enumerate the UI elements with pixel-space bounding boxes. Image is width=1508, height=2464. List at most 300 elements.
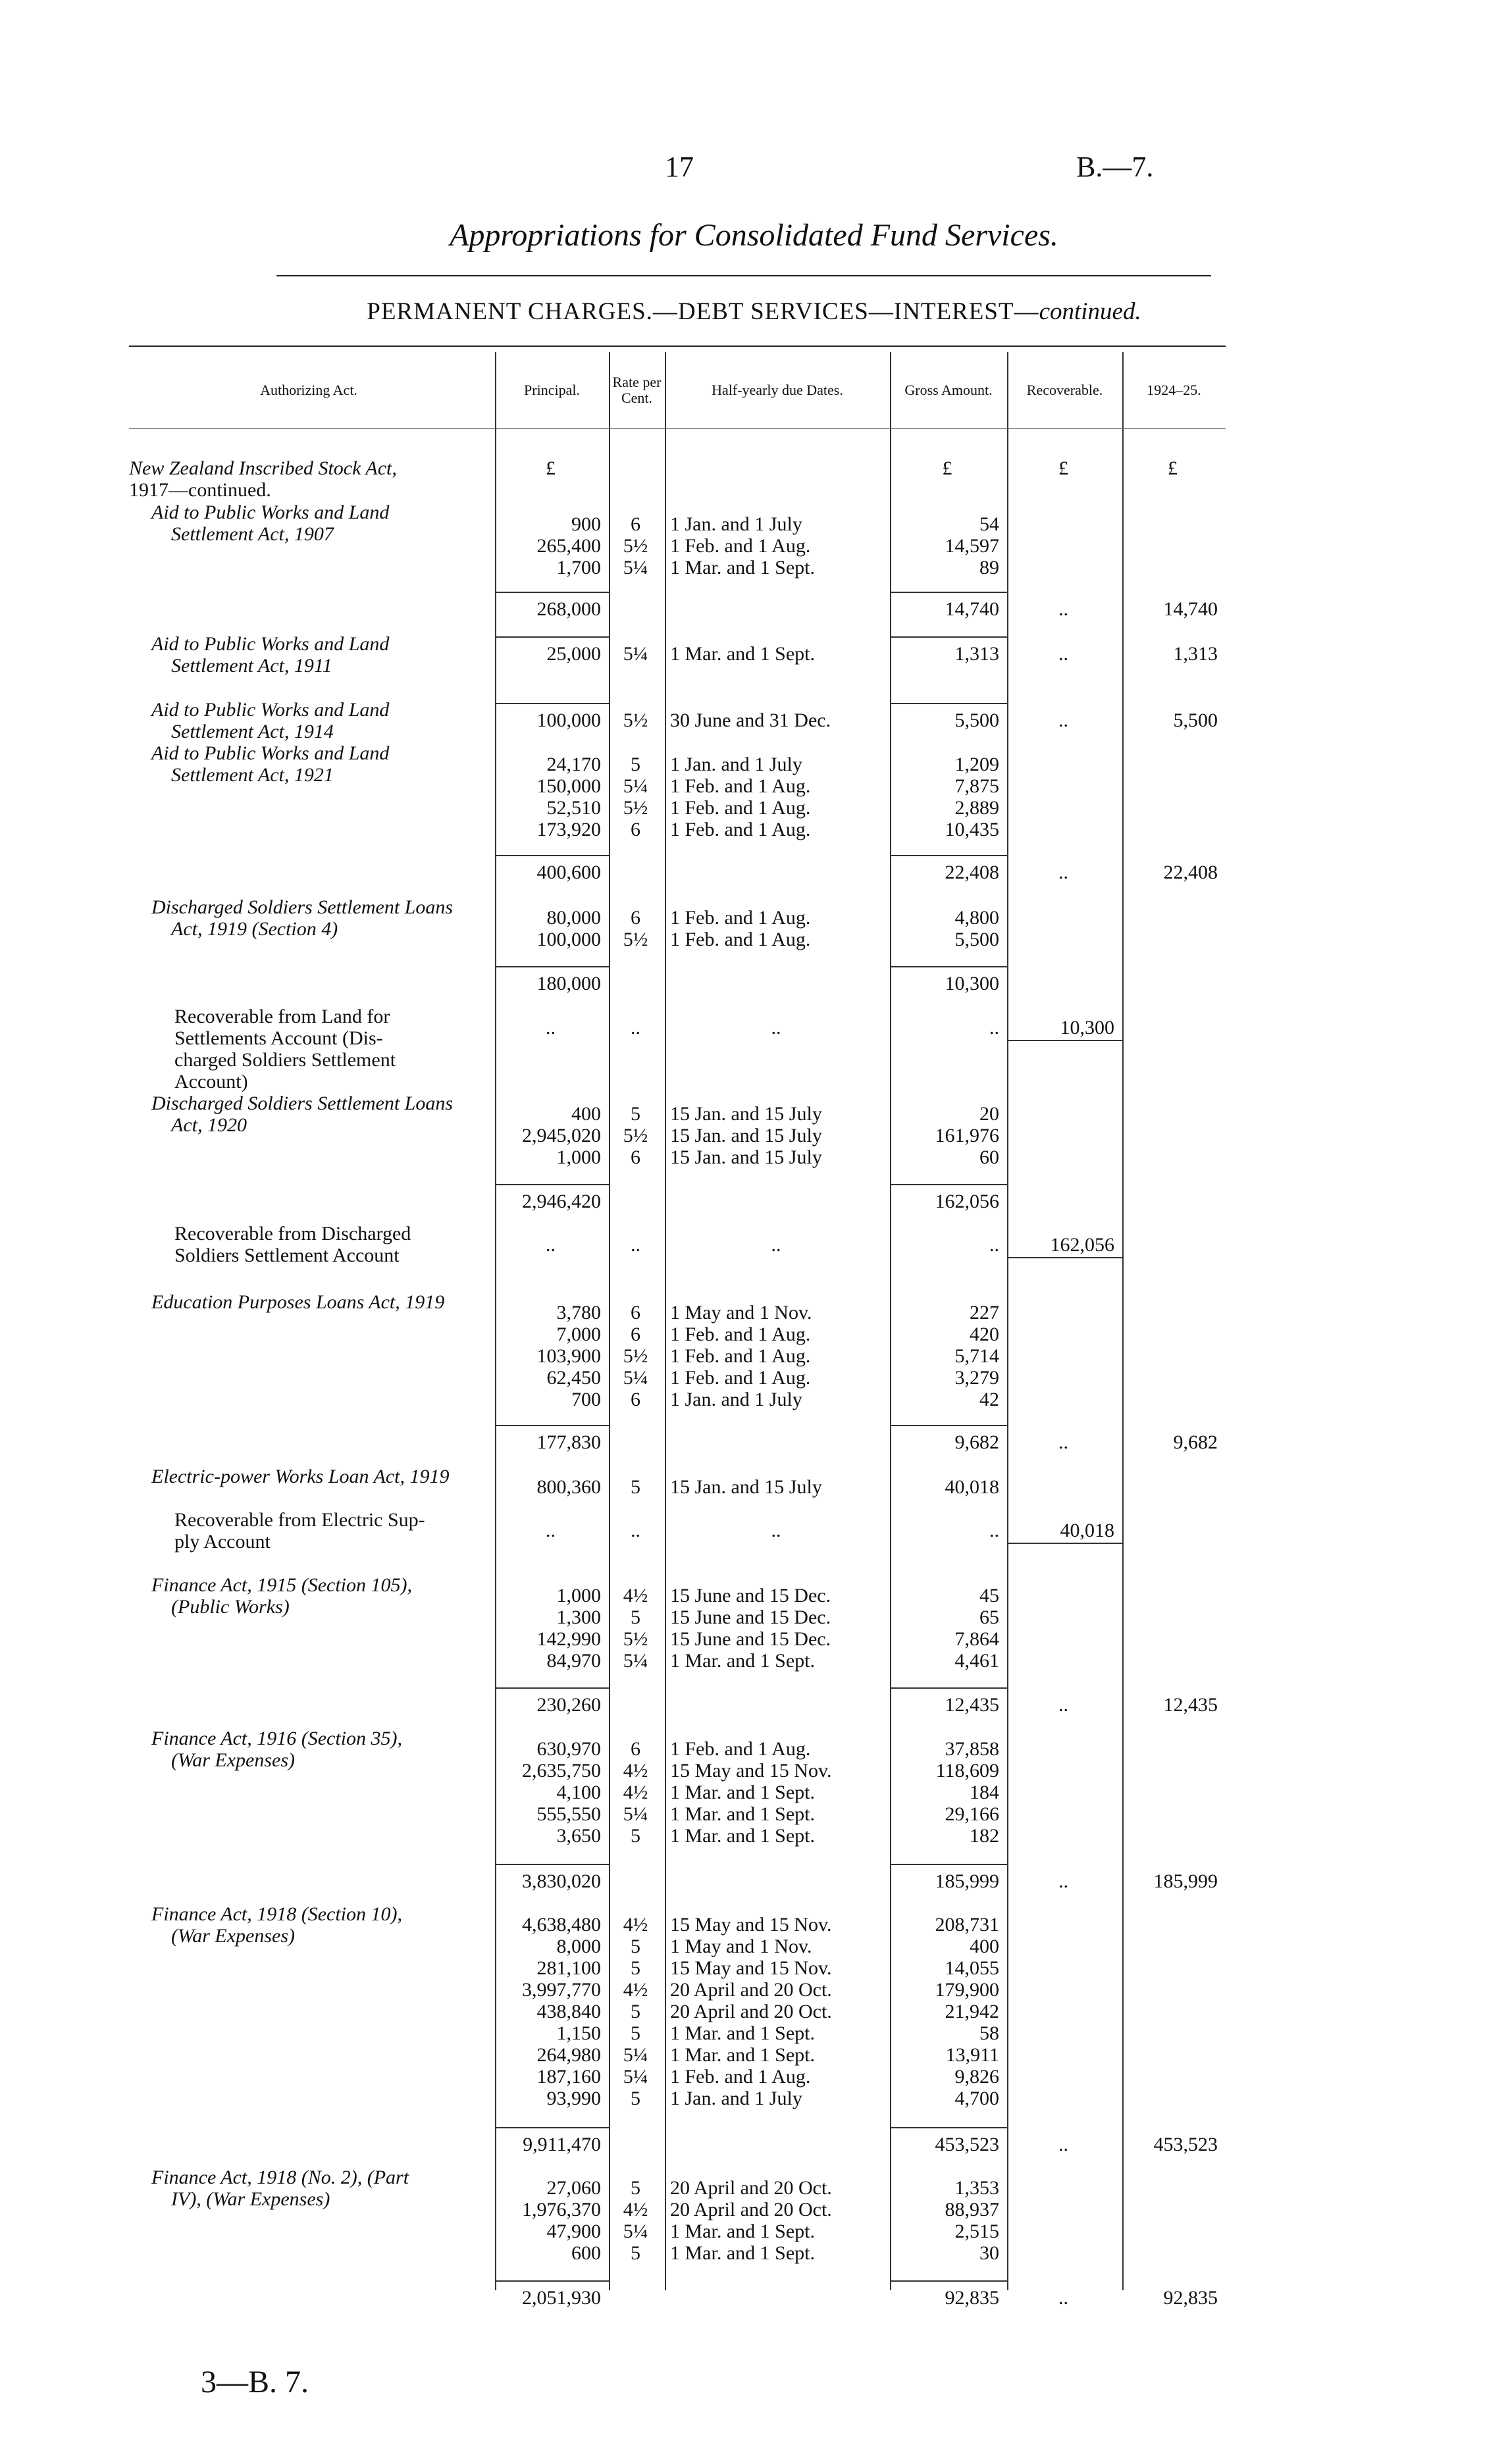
principal-value: 1,700	[556, 557, 601, 578]
due-dates: 1 May and 1 Nov.	[670, 1302, 812, 1323]
due-dates: 15 May and 15 Nov.	[670, 1914, 832, 1936]
gross-total: 453,523	[935, 2134, 999, 2155]
due-dates: 1 May and 1 Nov.	[670, 1936, 812, 1957]
authorizing-act	[151, 1574, 488, 1618]
gross-amount: 9,826	[954, 2066, 999, 2088]
principal-value: 3,997,770	[522, 1979, 601, 2001]
year-amount: 1,313	[1173, 643, 1218, 665]
authorizing-act-line: Settlement Act, 1921	[171, 764, 334, 786]
due-dates: 20 April and 20 Oct.	[670, 2177, 832, 2199]
rate-value: 5½	[623, 1345, 648, 1367]
principal-total: 3,830,020	[522, 1870, 601, 1892]
section-title-main: PERMANENT CHARGES.—DEBT SERVICES—INTEREST—	[367, 298, 1039, 325]
due-dates: 1 Feb. and 1 Aug.	[670, 1367, 811, 1389]
rate-value: 5½	[623, 797, 648, 819]
authorizing-act-line: Recoverable from Land for	[174, 1006, 390, 1027]
title-rule	[276, 275, 1211, 276]
subtotal-rule	[890, 2127, 1007, 2128]
subtotal-rule	[495, 966, 609, 967]
subtotal-rule	[495, 2280, 609, 2282]
gross-total: 14,740	[945, 598, 999, 620]
recoverable-amount: 162,056	[1050, 1234, 1114, 1256]
gross-amount: ..	[989, 1520, 999, 1541]
rate-value: 5	[631, 1957, 640, 1979]
rate-value: 6	[631, 513, 640, 535]
rate-value: 5¼	[623, 1650, 648, 1672]
subtotal-rule	[495, 592, 609, 593]
rate-value: 5¼	[623, 557, 648, 578]
table-top-rule	[129, 346, 1226, 347]
principal-value: 25,000	[546, 643, 601, 665]
gross-amount: 1,313	[954, 643, 999, 665]
section-title-suffix: continued.	[1039, 298, 1141, 325]
due-dates: 15 May and 15 Nov.	[670, 1957, 832, 1979]
recoverable-underline	[1007, 1257, 1122, 1258]
principal-value: 24,170	[546, 754, 601, 775]
recoverable-amount: ..	[1058, 709, 1068, 731]
rate-value: 5¼	[623, 1803, 648, 1825]
subtotal-rule	[495, 1864, 609, 1865]
subtotal-rule	[495, 1425, 609, 1426]
gross-amount: 179,900	[935, 1979, 999, 2001]
principal-value: 142,990	[536, 1628, 601, 1650]
principal-value: 80,000	[546, 907, 601, 929]
authorizing-act-line: Discharged Soldiers Settlement Loans	[151, 896, 454, 918]
due-dates: 1 Mar. and 1 Sept.	[670, 557, 815, 578]
gross-total: 92,835	[945, 2287, 999, 2309]
section-title	[0, 297, 1508, 326]
currency-symbol-year: £	[1168, 457, 1178, 479]
rate-value: 5	[631, 1936, 640, 1957]
due-dates: 1 Feb. and 1 Aug.	[670, 775, 811, 797]
due-dates: 1 Feb. and 1 Aug.	[670, 797, 811, 819]
principal-value: 1,000	[556, 1585, 601, 1606]
subtotal-rule	[890, 966, 1007, 967]
gross-amount: 2,515	[954, 2220, 999, 2242]
currency-symbol-recoverable: £	[1058, 457, 1068, 479]
authorizing-act	[174, 1223, 488, 1266]
gross-amount: 40,018	[945, 1476, 999, 1498]
rate-value: 4½	[623, 1760, 648, 1782]
principal-value: 100,000	[536, 929, 601, 950]
year-total: 185,999	[1153, 1870, 1218, 1892]
principal-value: 265,400	[536, 535, 601, 557]
column-rule	[665, 352, 666, 2290]
authorizing-act-line: Aid to Public Works and Land	[151, 742, 390, 764]
due-dates: 20 April and 20 Oct.	[670, 1979, 832, 2001]
due-dates: 1 Mar. and 1 Sept.	[670, 1803, 815, 1825]
principal-value: 100,000	[536, 709, 601, 731]
authorizing-act-line: Recoverable from Discharged	[174, 1223, 411, 1245]
currency-symbol-principal: £	[546, 457, 556, 479]
gross-amount: 5,500	[954, 709, 999, 731]
due-dates: 1 Mar. and 1 Sept.	[670, 2044, 815, 2066]
authorizing-act-line: (War Expenses)	[171, 1925, 296, 1947]
footer-reference: 3—B. 7.	[201, 2365, 309, 2400]
principal-value: 62,450	[546, 1367, 601, 1389]
subtotal-rule	[495, 703, 609, 704]
rate-value: 5¼	[623, 1367, 648, 1389]
gross-amount: ..	[989, 1017, 999, 1039]
rate-value: 5	[631, 1476, 640, 1498]
principal-value: 84,970	[546, 1650, 601, 1672]
rate-value: 4½	[623, 1979, 648, 2001]
rate-value: 4½	[623, 2199, 648, 2220]
authorizing-act	[174, 1509, 488, 1553]
rate-value: 5	[631, 2242, 640, 2264]
authorizing-act	[151, 633, 488, 677]
column-rule	[1007, 352, 1008, 2290]
principal-total: 400,600	[536, 861, 601, 883]
rate-value: 6	[631, 907, 640, 929]
rate-value: 6	[631, 1738, 640, 1760]
due-dates: 1 Mar. and 1 Sept.	[670, 2220, 815, 2242]
rate-value: ..	[631, 1017, 640, 1039]
principal-total: 177,830	[536, 1431, 601, 1453]
principal-value: 555,550	[536, 1803, 601, 1825]
rate-value: 6	[631, 1389, 640, 1410]
authorizing-act-line: New Zealand Inscribed Stock Act,	[129, 457, 397, 479]
gross-amount: 4,461	[954, 1650, 999, 1672]
gross-amount: 42	[979, 1389, 999, 1410]
rate-value: 5½	[623, 709, 648, 731]
rate-value: ..	[631, 1234, 640, 1256]
column-header-gross: Gross Amount.	[904, 381, 993, 398]
rate-value: 5	[631, 2022, 640, 2044]
year-total: 9,682	[1173, 1431, 1218, 1453]
authorizing-act-line: Settlement Act, 1911	[171, 655, 332, 677]
column-header-year: 1924–25.	[1147, 381, 1201, 398]
rate-value: 6	[631, 819, 640, 840]
authorizing-act-line: (Public Works)	[171, 1596, 290, 1618]
principal-value: 103,900	[536, 1345, 601, 1367]
subtotal-rule	[495, 855, 609, 856]
authorizing-act-line: 1917—continued.	[129, 479, 271, 501]
principal-value: ..	[546, 1234, 556, 1256]
gross-amount: 4,700	[954, 2088, 999, 2109]
principal-value: 400	[571, 1103, 601, 1125]
gross-amount: 45	[979, 1585, 999, 1606]
authorizing-act-line: Soldiers Settlement Account	[174, 1245, 400, 1266]
authorizing-act-line: Settlement Act, 1907	[171, 523, 334, 545]
gross-amount: 14,055	[945, 1957, 999, 1979]
rate-value: 6	[631, 1323, 640, 1345]
due-dates: 1 Mar. and 1 Sept.	[670, 643, 815, 665]
due-dates: 1 Feb. and 1 Aug.	[670, 819, 811, 840]
rate-value: 4½	[623, 1914, 648, 1936]
year-amount: 5,500	[1173, 709, 1218, 731]
rate-value: 5½	[623, 1628, 648, 1650]
due-dates: 1 Mar. and 1 Sept.	[670, 1782, 815, 1803]
rate-value: 5	[631, 1103, 640, 1125]
due-dates: 15 Jan. and 15 July	[670, 1125, 822, 1146]
year-total: 453,523	[1153, 2134, 1218, 2155]
authorizing-act	[151, 699, 488, 742]
due-dates: ..	[771, 1520, 781, 1541]
principal-total: 268,000	[536, 598, 601, 620]
due-dates: 1 Feb. and 1 Aug.	[670, 929, 811, 950]
recoverable-amount: ..	[1058, 643, 1068, 665]
due-dates: 20 April and 20 Oct.	[670, 2199, 832, 2220]
due-dates: ..	[771, 1234, 781, 1256]
recoverable-total: ..	[1058, 1431, 1068, 1453]
rate-value: 5¼	[623, 2220, 648, 2242]
due-dates: 1 Feb. and 1 Aug.	[670, 1738, 811, 1760]
principal-value: 800,360	[536, 1476, 601, 1498]
gross-amount: 4,800	[954, 907, 999, 929]
principal-value: 1,000	[556, 1146, 601, 1168]
due-dates: 1 Feb. and 1 Aug.	[670, 907, 811, 929]
gross-amount: 227	[970, 1302, 999, 1323]
principal-total: 180,000	[536, 973, 601, 994]
rate-value: 5	[631, 2177, 640, 2199]
gross-amount: 118,609	[935, 1760, 999, 1782]
rate-value: ..	[631, 1520, 640, 1541]
gross-amount: 3,279	[954, 1367, 999, 1389]
gross-amount: 1,209	[954, 754, 999, 775]
principal-value: 900	[571, 513, 601, 535]
principal-value: 27,060	[546, 2177, 601, 2199]
recoverable-total: ..	[1058, 598, 1068, 620]
recoverable-total: ..	[1058, 2287, 1068, 2309]
principal-value: 8,000	[556, 1936, 601, 1957]
gross-amount: 5,500	[954, 929, 999, 950]
subtotal-rule	[890, 1864, 1007, 1865]
rate-value: 5	[631, 754, 640, 775]
gross-amount: 2,889	[954, 797, 999, 819]
gross-amount: 208,731	[935, 1914, 999, 1936]
due-dates: 15 Jan. and 15 July	[670, 1146, 822, 1168]
principal-value: ..	[546, 1520, 556, 1541]
subtotal-rule	[890, 592, 1007, 593]
rate-value: 5¼	[623, 2066, 648, 2088]
header-bottom-rule	[129, 428, 1226, 429]
principal-value: 150,000	[536, 775, 601, 797]
gross-amount: 400	[970, 1936, 999, 1957]
authorizing-act	[151, 742, 488, 786]
authorizing-act	[151, 501, 488, 545]
due-dates: 1 Mar. and 1 Sept.	[670, 1650, 815, 1672]
column-rule	[1122, 352, 1124, 2290]
authorizing-act	[151, 1092, 494, 1136]
due-dates: 1 Jan. and 1 July	[670, 513, 802, 535]
authorizing-act-line: Finance Act, 1918 (Section 10),	[151, 1903, 403, 1925]
rate-value: 5¼	[623, 2044, 648, 2066]
gross-total: 185,999	[935, 1870, 999, 1892]
authorizing-act-line: Act, 1919 (Section 4)	[171, 918, 338, 940]
due-dates: 15 May and 15 Nov.	[670, 1760, 832, 1782]
gross-amount: 161,976	[935, 1125, 999, 1146]
authorizing-act-line: Finance Act, 1916 (Section 35),	[151, 1728, 403, 1749]
authorizing-act	[151, 896, 488, 940]
subtotal-rule	[890, 636, 1007, 638]
principal-value: 187,160	[536, 2066, 601, 2088]
subtotal-rule	[890, 1687, 1007, 1689]
page-number: 17	[665, 151, 694, 183]
column-header-rate: Rate per Cent.	[612, 373, 662, 406]
due-dates: 1 Mar. and 1 Sept.	[670, 2022, 815, 2044]
rate-value: 5¼	[623, 775, 648, 797]
due-dates: 15 June and 15 Dec.	[670, 1585, 831, 1606]
due-dates: 1 Jan. and 1 July	[670, 754, 802, 775]
principal-value: 3,650	[556, 1825, 601, 1847]
column-rule	[890, 352, 891, 2290]
due-dates: ..	[771, 1017, 781, 1039]
principal-value: 1,976,370	[522, 2199, 601, 2220]
principal-value: ..	[546, 1017, 556, 1039]
gross-total: 9,682	[954, 1431, 999, 1453]
authorizing-act-line: IV), (War Expenses)	[171, 2188, 330, 2210]
principal-value: 52,510	[546, 797, 601, 819]
authorizing-act-line: Settlement Act, 1914	[171, 721, 334, 742]
rate-value: 5½	[623, 929, 648, 950]
authorizing-act-line: (War Expenses)	[171, 1749, 296, 1771]
authorizing-act-line: Aid to Public Works and Land	[151, 633, 390, 655]
subtotal-rule	[495, 2127, 609, 2128]
gross-amount: 60	[979, 1146, 999, 1168]
gross-amount: 54	[979, 513, 999, 535]
rate-value: 6	[631, 1146, 640, 1168]
principal-value: 4,100	[556, 1782, 601, 1803]
principal-value: 173,920	[536, 819, 601, 840]
rate-value: 5	[631, 2088, 640, 2109]
principal-value: 438,840	[536, 2001, 601, 2022]
authorizing-act-line: ply Account	[174, 1531, 271, 1553]
gross-amount: 420	[970, 1323, 999, 1345]
recoverable-amount: 10,300	[1060, 1017, 1114, 1039]
column-header-dates: Half-yearly due Dates.	[712, 381, 843, 398]
document-reference: B.—7.	[1076, 151, 1154, 183]
due-dates: 1 Mar. and 1 Sept.	[670, 1825, 815, 1847]
rate-value: 4½	[623, 1782, 648, 1803]
column-header-principal: Principal.	[524, 381, 580, 398]
due-dates: 1 Jan. and 1 July	[670, 2088, 802, 2109]
page-title: Appropriations for Consolidated Fund Services.	[450, 218, 1058, 253]
recoverable-total: ..	[1058, 1694, 1068, 1716]
principal-value: 264,980	[536, 2044, 601, 2066]
gross-amount: 7,864	[954, 1628, 999, 1650]
recoverable-total: ..	[1058, 1870, 1068, 1892]
subtotal-rule	[890, 855, 1007, 856]
subtotal-rule	[890, 2280, 1007, 2282]
principal-value: 700	[571, 1389, 601, 1410]
authorizing-act-line: Education Purposes Loans Act, 1919	[151, 1291, 445, 1313]
rate-value: 5¼	[623, 643, 648, 665]
principal-value: 1,300	[556, 1606, 601, 1628]
gross-amount: 5,714	[954, 1345, 999, 1367]
gross-amount: 37,858	[945, 1738, 999, 1760]
principal-total: 2,051,930	[522, 2287, 601, 2309]
principal-total: 9,911,470	[523, 2134, 601, 2155]
subtotal-rule	[890, 1184, 1007, 1185]
principal-value: 600	[571, 2242, 601, 2264]
gross-amount: 14,597	[945, 535, 999, 557]
gross-amount: 7,875	[954, 775, 999, 797]
gross-amount: 13,911	[945, 2044, 999, 2066]
authorizing-act-line: Aid to Public Works and Land	[151, 699, 390, 721]
gross-amount: 65	[979, 1606, 999, 1628]
due-dates: 20 April and 20 Oct.	[670, 2001, 832, 2022]
due-dates: 15 Jan. and 15 July	[670, 1476, 822, 1498]
principal-value: 4,638,480	[522, 1914, 601, 1936]
due-dates: 1 Feb. and 1 Aug.	[670, 2066, 811, 2088]
subtotal-rule	[495, 1687, 609, 1689]
authorizing-act-line: Finance Act, 1918 (No. 2), (Part	[151, 2167, 409, 2188]
principal-value: 630,970	[536, 1738, 601, 1760]
rate-value: 5½	[623, 535, 648, 557]
rate-value: 5	[631, 1825, 640, 1847]
principal-value: 93,990	[546, 2088, 601, 2109]
gross-amount: 21,942	[945, 2001, 999, 2022]
rate-value: 5½	[623, 1125, 648, 1146]
subtotal-rule	[495, 636, 609, 638]
gross-total: 12,435	[945, 1694, 999, 1716]
column-rule	[609, 352, 610, 2290]
authorizing-act	[151, 1728, 488, 1771]
principal-value: 2,945,020	[522, 1125, 601, 1146]
recoverable-underline	[1007, 1543, 1122, 1544]
authorizing-act-line: Discharged Soldiers Settlement Loans	[151, 1092, 454, 1114]
gross-amount: 20	[979, 1103, 999, 1125]
gross-amount: 1,353	[954, 2177, 999, 2199]
recoverable-underline	[1007, 1040, 1122, 1041]
rate-value: 6	[631, 1302, 640, 1323]
gross-total: 10,300	[945, 973, 999, 994]
authorizing-act-line: Finance Act, 1915 (Section 105),	[151, 1574, 413, 1596]
due-dates: 1 Mar. and 1 Sept.	[670, 2242, 815, 2264]
due-dates: 15 Jan. and 15 July	[670, 1103, 822, 1125]
year-total: 22,408	[1163, 861, 1218, 883]
principal-value: 281,100	[536, 1957, 601, 1979]
gross-amount: 89	[979, 557, 999, 578]
gross-amount: 58	[979, 2022, 999, 2044]
authorizing-act	[174, 1006, 488, 1092]
due-dates: 1 Feb. and 1 Aug.	[670, 535, 811, 557]
rate-value: 5	[631, 2001, 640, 2022]
year-total: 14,740	[1163, 598, 1218, 620]
gross-amount: 29,166	[945, 1803, 999, 1825]
gross-amount: 88,937	[945, 2199, 999, 2220]
principal-value: 47,900	[546, 2220, 601, 2242]
due-dates: 1 Feb. and 1 Aug.	[670, 1323, 811, 1345]
authorizing-act	[151, 1291, 494, 1313]
authorizing-act-line: Account)	[174, 1071, 248, 1092]
subtotal-rule	[890, 1425, 1007, 1426]
rate-value: 4½	[623, 1585, 648, 1606]
authorizing-act-line: charged Soldiers Settlement	[174, 1049, 396, 1071]
principal-total: 2,946,420	[522, 1191, 601, 1212]
gross-amount: 30	[979, 2242, 999, 2264]
due-dates: 15 June and 15 Dec.	[670, 1606, 831, 1628]
recoverable-total: ..	[1058, 2134, 1068, 2155]
authorizing-act-line: Aid to Public Works and Land	[151, 501, 390, 523]
rate-value: 5	[631, 1606, 640, 1628]
principal-total: 230,260	[536, 1694, 601, 1716]
subtotal-rule	[495, 1184, 609, 1185]
authorizing-act	[129, 457, 498, 501]
due-dates: 1 Jan. and 1 July	[670, 1389, 802, 1410]
column-header-recoverable: Recoverable.	[1026, 381, 1103, 398]
column-rule	[495, 352, 496, 2290]
authorizing-act-line: Act, 1920	[171, 1114, 247, 1136]
due-dates: 30 June and 31 Dec.	[670, 709, 831, 731]
gross-amount: 184	[970, 1782, 999, 1803]
authorizing-act	[151, 2167, 488, 2210]
due-dates: 1 Feb. and 1 Aug.	[670, 1345, 811, 1367]
authorizing-act-line: Settlements Account (Dis-	[174, 1027, 383, 1049]
gross-total: 22,408	[945, 861, 999, 883]
principal-value: 2,635,750	[522, 1760, 601, 1782]
